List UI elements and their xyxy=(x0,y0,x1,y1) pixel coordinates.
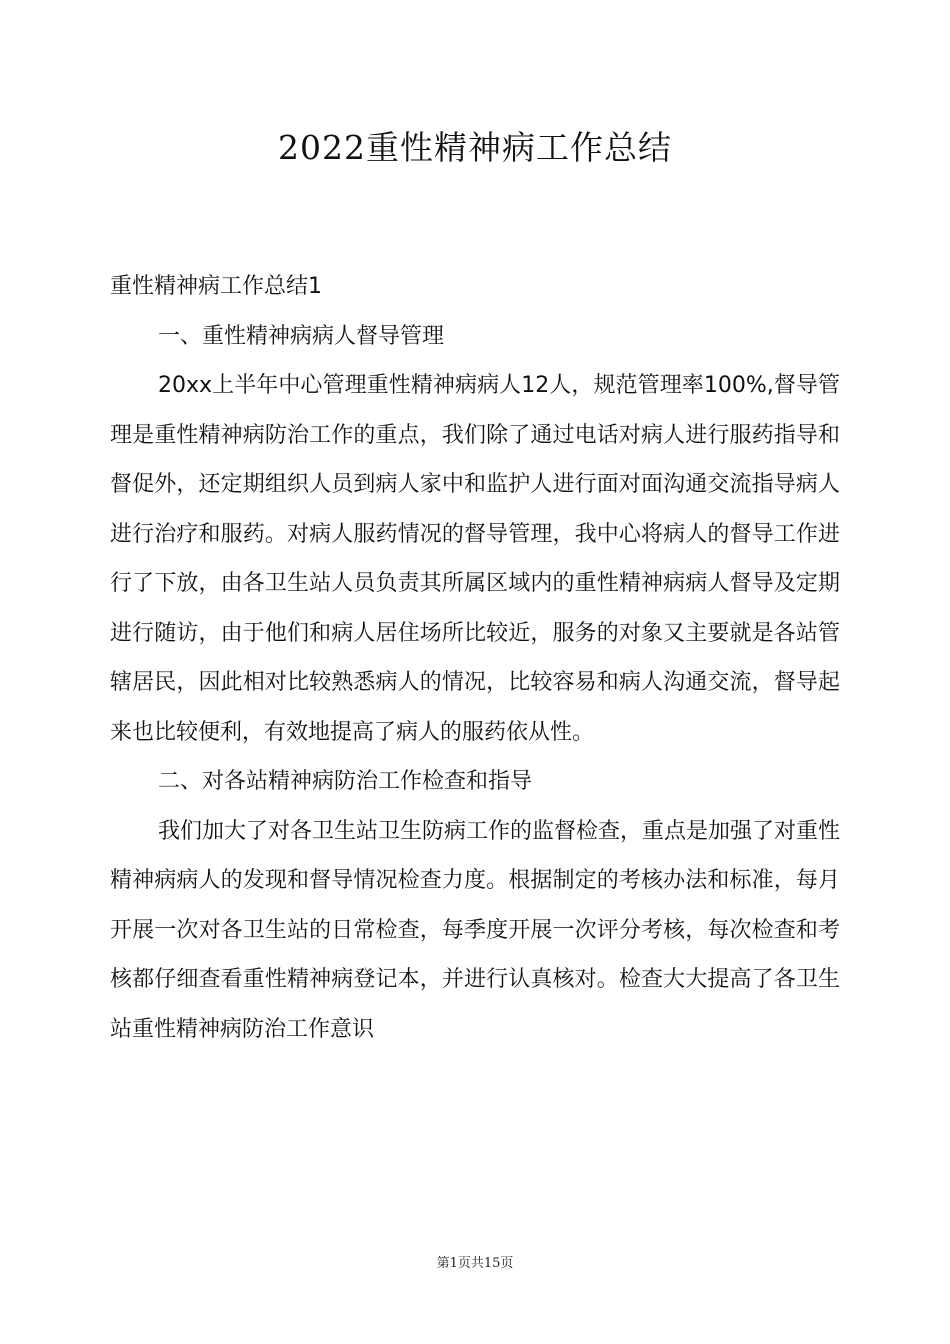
page-footer: 第1页共15页 xyxy=(436,1256,514,1271)
document-body xyxy=(110,262,840,1054)
section-heading-1: 一、重性精神病病人督导管理 xyxy=(158,323,445,349)
section-heading-2: 二、对各站精神病防治工作检查和指导 xyxy=(158,769,533,794)
document-title: 2022重性精神病工作总结 xyxy=(278,128,672,167)
section-subtitle: 重性精神病工作总结1 xyxy=(110,274,322,299)
paragraph-2: 我们加大了对各卫生站卫生防病工作的监督检查，重点是加强了对重性精神病病人的发现和督导情况检查力度。根据制定的考核办法和标准，每月开展一次对各卫生站的日常检查，每季度开展一次评分考核，每次检查和考核都仔细查看重性精神病登记本，并进行认真核对。检查大大提高了各卫生站重性精神病防治工作意识 xyxy=(110,818,841,1042)
paragraph-1: 20xx上半年中心管理重性精神病病人12人，规范管理率100%,督导管理是重性精神病防治工作的重点，我们除了通过电话对病人进行服药指导和督促外，还定期组织人员到病人家中和监护人进行面对面沟通交流指导病人进行治疗和服药。对病人服药情况的督导管理，我中心将病人的督导工作进行了下放，由各卫生站人员负责其所属区域内的重性精神病病人督导及定期进行随访，由于他们和病人居住场所比较近，服务的对象又主要就是各站管辖居民，因此相对比较熟悉病人的情况，比较容易和病人沟通交流，督导起来也比较便利，有效地提高了病人的服药依从性。 xyxy=(110,373,840,745)
